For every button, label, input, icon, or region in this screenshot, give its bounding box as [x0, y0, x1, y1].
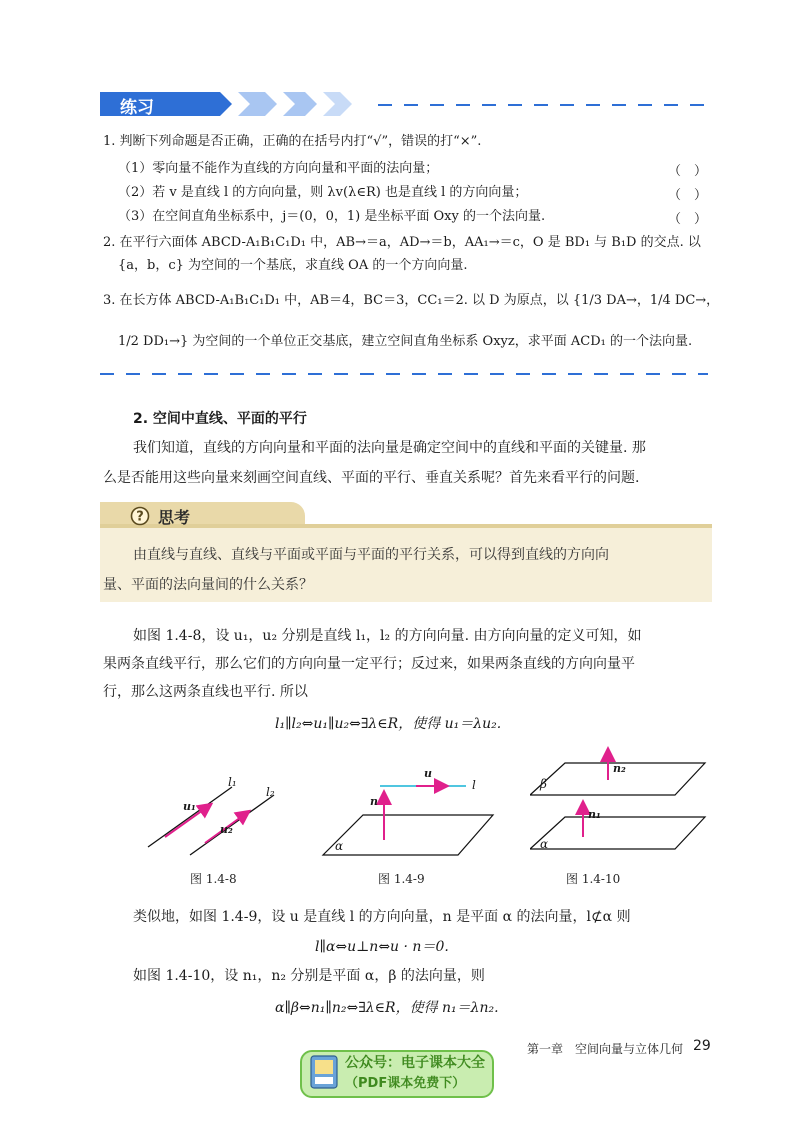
fig9-label-alpha: α: [335, 839, 344, 853]
figure-1-4-9: [318, 765, 498, 865]
fig10-label-beta: β: [540, 777, 547, 791]
fig9-label-u: u: [424, 767, 432, 780]
fig9-label-l: l: [472, 778, 476, 792]
para1-line-1: 如图 1.4-8，设 u₁，u₂ 分别是直线 l₁，l₂ 的方向向量. 由方向向量的定义可知，如: [133, 628, 642, 644]
q2-line-2: {a，b，c} 为空间的一个基底，求直线 OA 的一个方向向量.: [118, 258, 468, 273]
section-intro-line-1: 我们知道，直线的方向向量和平面的法向量是确定空间中的直线和平面的关键量. 那: [133, 440, 646, 456]
q1-item-2-answer-paren[interactable]: （ ）: [668, 188, 708, 203]
q3-line-1: 3. 在长方体 ABCD-A₁B₁C₁D₁ 中，AB＝4，BC＝3，CC₁＝2. 以 D 为原点，以 {1/3 DA→，1/4 DC→，: [103, 293, 720, 308]
q1-item-3-answer-paren[interactable]: （ ）: [668, 212, 708, 227]
book-icon: [309, 1054, 339, 1090]
q1-stem: 1. 判断下列命题是否正确，正确的在括号内打“√”，错误的打“×”.: [103, 134, 482, 149]
practice-title: 练习: [120, 98, 154, 118]
q1-item-2: （2）若 v 是直线 l 的方向向量，则 λv(λ∈R) 也是直线 l 的方向向量；: [118, 185, 528, 200]
watermark-line-2: （PDF课本免费下）: [345, 1076, 466, 1091]
watermark-line-1: 公众号：电子课本大全: [345, 1055, 485, 1071]
fig9-label-n: n: [370, 795, 378, 808]
section-heading: 2. 空间中直线、平面的平行: [133, 411, 307, 427]
para1-line-3: 行，那么这两条直线也平行. 所以: [103, 684, 308, 700]
think-line-1: 由直线与直线、直线与平面或平面与平面的平行关系，可以得到直线的方向向: [133, 547, 609, 563]
fig10-label-n2: n₂: [613, 762, 626, 775]
fig8-label-u2: u₂: [220, 823, 233, 836]
think-title: 思考: [158, 508, 191, 527]
para1-formula: l₁∥l₂⇔u₁∥u₂⇔∃λ∈R，使得 u₁＝λu₂.: [275, 716, 502, 732]
para2-line-1: 类似地，如图 1.4-9，设 u 是直线 l 的方向向量，n 是平面 α 的法向量，l⊄α 则: [133, 909, 631, 925]
q1-item-3: （3）在空间直角坐标系中，j＝(0，0，1) 是坐标平面 Oxy 的一个法向量.: [118, 209, 546, 224]
figure-1-4-8: [140, 765, 300, 860]
fig10-label-alpha: α: [540, 837, 549, 851]
question-icon: [130, 506, 150, 526]
fig10-label-n1: n₁: [588, 808, 601, 821]
fig8-caption: 图 1.4-8: [190, 872, 237, 886]
svg-text:?: ?: [136, 509, 144, 525]
fig8-label-l2: l₂: [266, 785, 275, 799]
para3-line-1: 如图 1.4-10，设 n₁，n₂ 分别是平面 α，β 的法向量，则: [133, 968, 485, 984]
think-line-2: 量、平面的法向量间的什么关系？: [103, 577, 313, 593]
fig10-caption: 图 1.4-10: [566, 872, 621, 886]
q1-item-1-answer-paren[interactable]: （ ）: [668, 164, 708, 179]
q2-line-1: 2. 在平行六面体 ABCD-A₁B₁C₁D₁ 中，AB→＝a，AD→＝b，AA₁→＝c，O 是 BD₁ 与 B₁D 的交点. 以: [103, 235, 701, 250]
para2-formula: l∥α⇔u⊥n⇔u · n＝0.: [315, 939, 449, 955]
fig8-label-l1: l₁: [228, 775, 237, 789]
q1-item-1: （1）零向量不能作为直线的方向向量和平面的法向量；: [118, 161, 439, 176]
para1-line-2: 果两条直线平行，那么它们的方向向量一定平行；反过来，如果两条直线的方向向量平: [103, 656, 635, 672]
para3-formula: α∥β⇔n₁∥n₂⇔∃λ∈R，使得 n₁＝λn₂.: [275, 1000, 499, 1016]
page-number: 29: [693, 1038, 711, 1054]
section-intro-line-2: 么是否能用这些向量来刻画空间直线、平面的平行、垂直关系呢？首先来看平行的问题.: [103, 470, 640, 486]
fig8-label-u1: u₁: [183, 800, 196, 813]
footer-chapter: 第一章 空间向量与立体几何: [527, 1042, 684, 1056]
fig9-caption: 图 1.4-9: [378, 872, 425, 886]
q3-line-2: 1/2 DD₁→} 为空间的一个单位正交基底，建立空间直角坐标系 Oxyz，求平面 ACD₁ 的一个法向量.: [118, 334, 693, 349]
